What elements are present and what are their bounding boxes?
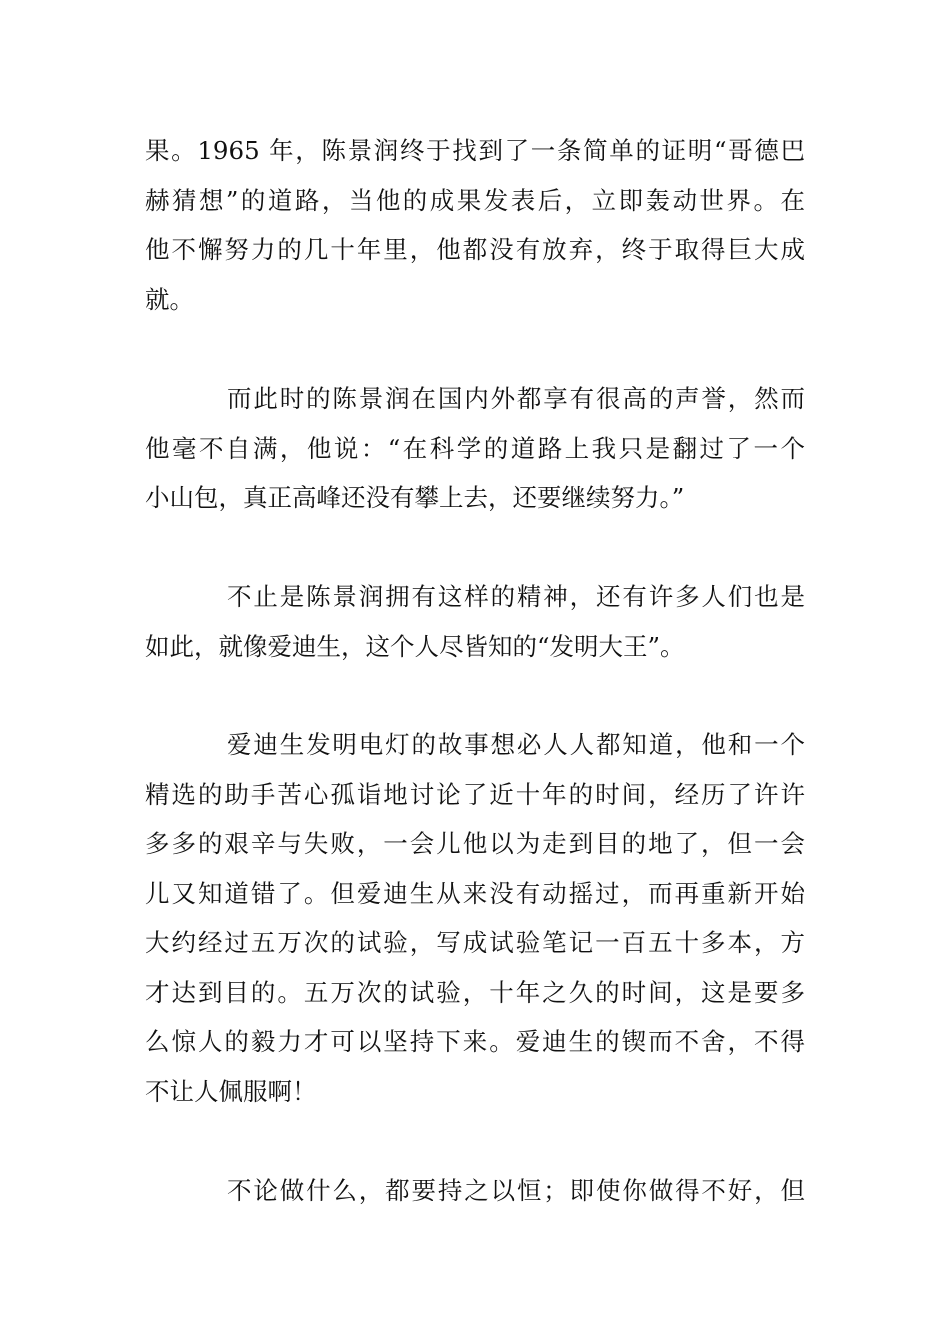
paragraph-edison-intro: [145, 572, 805, 671]
text-line: 如此，就像爱迪生，这个人尽皆知的“发明大王”。: [145, 631, 685, 661]
text-line: 果。1965 年，陈景润终于找到了一条简单的证明“哥德巴: [145, 136, 805, 165]
text-line: 精选的助手苦心孤诣地讨论了近十年的时间，经历了许许: [145, 779, 805, 809]
text-line: 才达到目的。五万次的试验，十年之久的时间，这是要多: [145, 977, 805, 1007]
paragraph-continuation: [145, 126, 805, 324]
text-line: 他不懈努力的几十年里，他都没有放弃，终于取得巨大成: [145, 235, 805, 264]
paragraph-chen-jingrun-modesty: [145, 374, 805, 523]
text-line: 多多的艰辛与失败，一会儿他以为走到目的地了，但一会: [145, 829, 805, 858]
text-line: 大约经过五万次的试验，写成试验笔记一百五十多本，方: [145, 928, 805, 957]
text-line: 不止是陈景润拥有这样的精神，还有许多人们也是: [227, 582, 805, 611]
text-line: 而此时的陈景润在国内外都享有很高的声誉，然而: [227, 384, 805, 413]
text-line: 不论做什么，都要持之以恒；即使你做得不好，但: [227, 1176, 805, 1205]
text-line: 不让人佩服啊！: [145, 1076, 317, 1106]
text-line: 赫猜想”的道路，当他的成果发表后，立即轰动世界。在: [145, 185, 805, 215]
text-line: 爱迪生发明电灯的故事想必人人都知道，他和一个: [227, 730, 805, 759]
text-line: 就。: [145, 284, 194, 314]
text-line: 小山包，真正高峰还没有攀上去，还要继续努力。”: [145, 483, 685, 512]
text-line: 么惊人的毅力才可以坚持下来。爱迪生的锲而不舍，不得: [145, 1027, 805, 1056]
text-line: 儿又知道错了。但爱迪生从来没有动摇过，而再重新开始: [145, 878, 805, 908]
paragraph-perseverance: [145, 1166, 805, 1216]
text-line: 他毫不自满，他说：“在科学的道路上我只是翻过了一个: [145, 433, 805, 463]
paragraph-edison-lightbulb: [145, 720, 805, 1116]
